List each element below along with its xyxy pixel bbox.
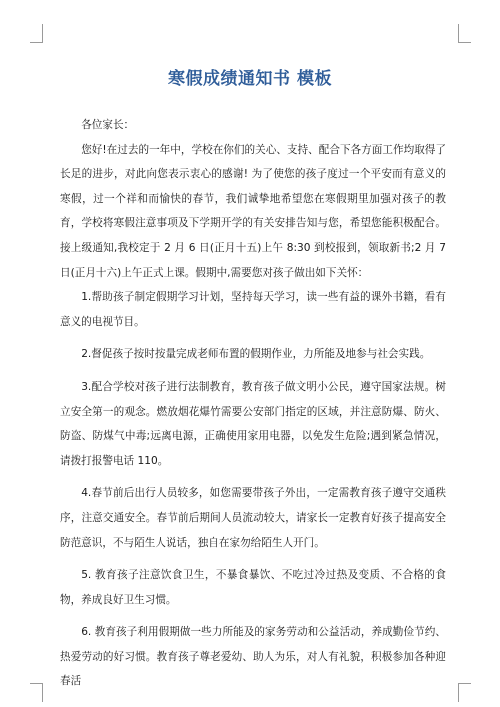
salutation: 各位家长： [81,119,135,131]
crop-mark-top-right [458,24,471,43]
paragraph-item-3: 3.配合学校对孩子进行法制教育，教育孩子做文明小公民，遵守国家法规。树立安全第一的观念。燃放烟花爆竹需要公安部门指定的区域，并注意防爆、防火、防盗、防煤气中毒;远离电源，正确使用家用电器，以免发生危险;遇到紧急情况，请拨打报警电话 110。 [60,380,446,467]
paragraph-item-2: 2.督促孩子按时按量完成老师布置的假期作业，力所能及地参与社会实践。 [81,348,431,361]
document-title: 寒假成绩通知书 模板 [168,69,332,89]
paragraph-item-5: 5. 教育孩子注意饮食卫生，不暴食暴饮、不吃过冷过热及变质、不合格的食物，养成良好卫生习惯。 [60,569,446,606]
paragraph-intro: 您好!在过去的一年中，学校在你们的关心、支持、配合下各方面工作均取得了长足的进步，对此向您表示衷心的感谢! 为了使您的孩子度过一个平安而有意义的寒假，过一个祥和而愉快的春节，我们诚挚地希望您在寒假期里加强对孩子的教育，学校将寒假注意事项及下学期开学的有关安排告知与您，希望您能积极配合。 接上级通知,我校定于 2 月 6 日(正月十五)上午 8:30 到校报到，领取新书;2 月 7 日(正月十六)上午正式上课。假期中,需要您对孩子做出如下关怀： [60,143,446,279]
paragraph-item-4: 4.春节前后出行人员较多，如您需要带孩子外出，一定需教育孩子遵守交通秩序，注意交通安全。春节前后期间人员流动较大，请家长一定教育好孩子提高安全防范意识，不与陌生人说话，独自在家勿给陌生人开门。 [60,487,446,549]
paragraph-item-1: 1.帮助孩子制定假期学习计划，坚持每天学习，读一些有益的课外书籍，看有意义的电视节目。 [60,291,446,328]
crop-mark-bottom-right [458,683,471,702]
document-body [60,113,446,702]
paragraph-item-6: 6. 教育孩子利用假期做一些力所能及的家务劳动和公益活动，养成勤俭节约、热爱劳动的好习惯。教育孩子尊老爱幼、助人为乐，对人有礼貌，积极参加各种迎春活 [60,626,446,688]
crop-mark-top-left [30,24,43,43]
crop-mark-bottom-left [30,683,43,702]
